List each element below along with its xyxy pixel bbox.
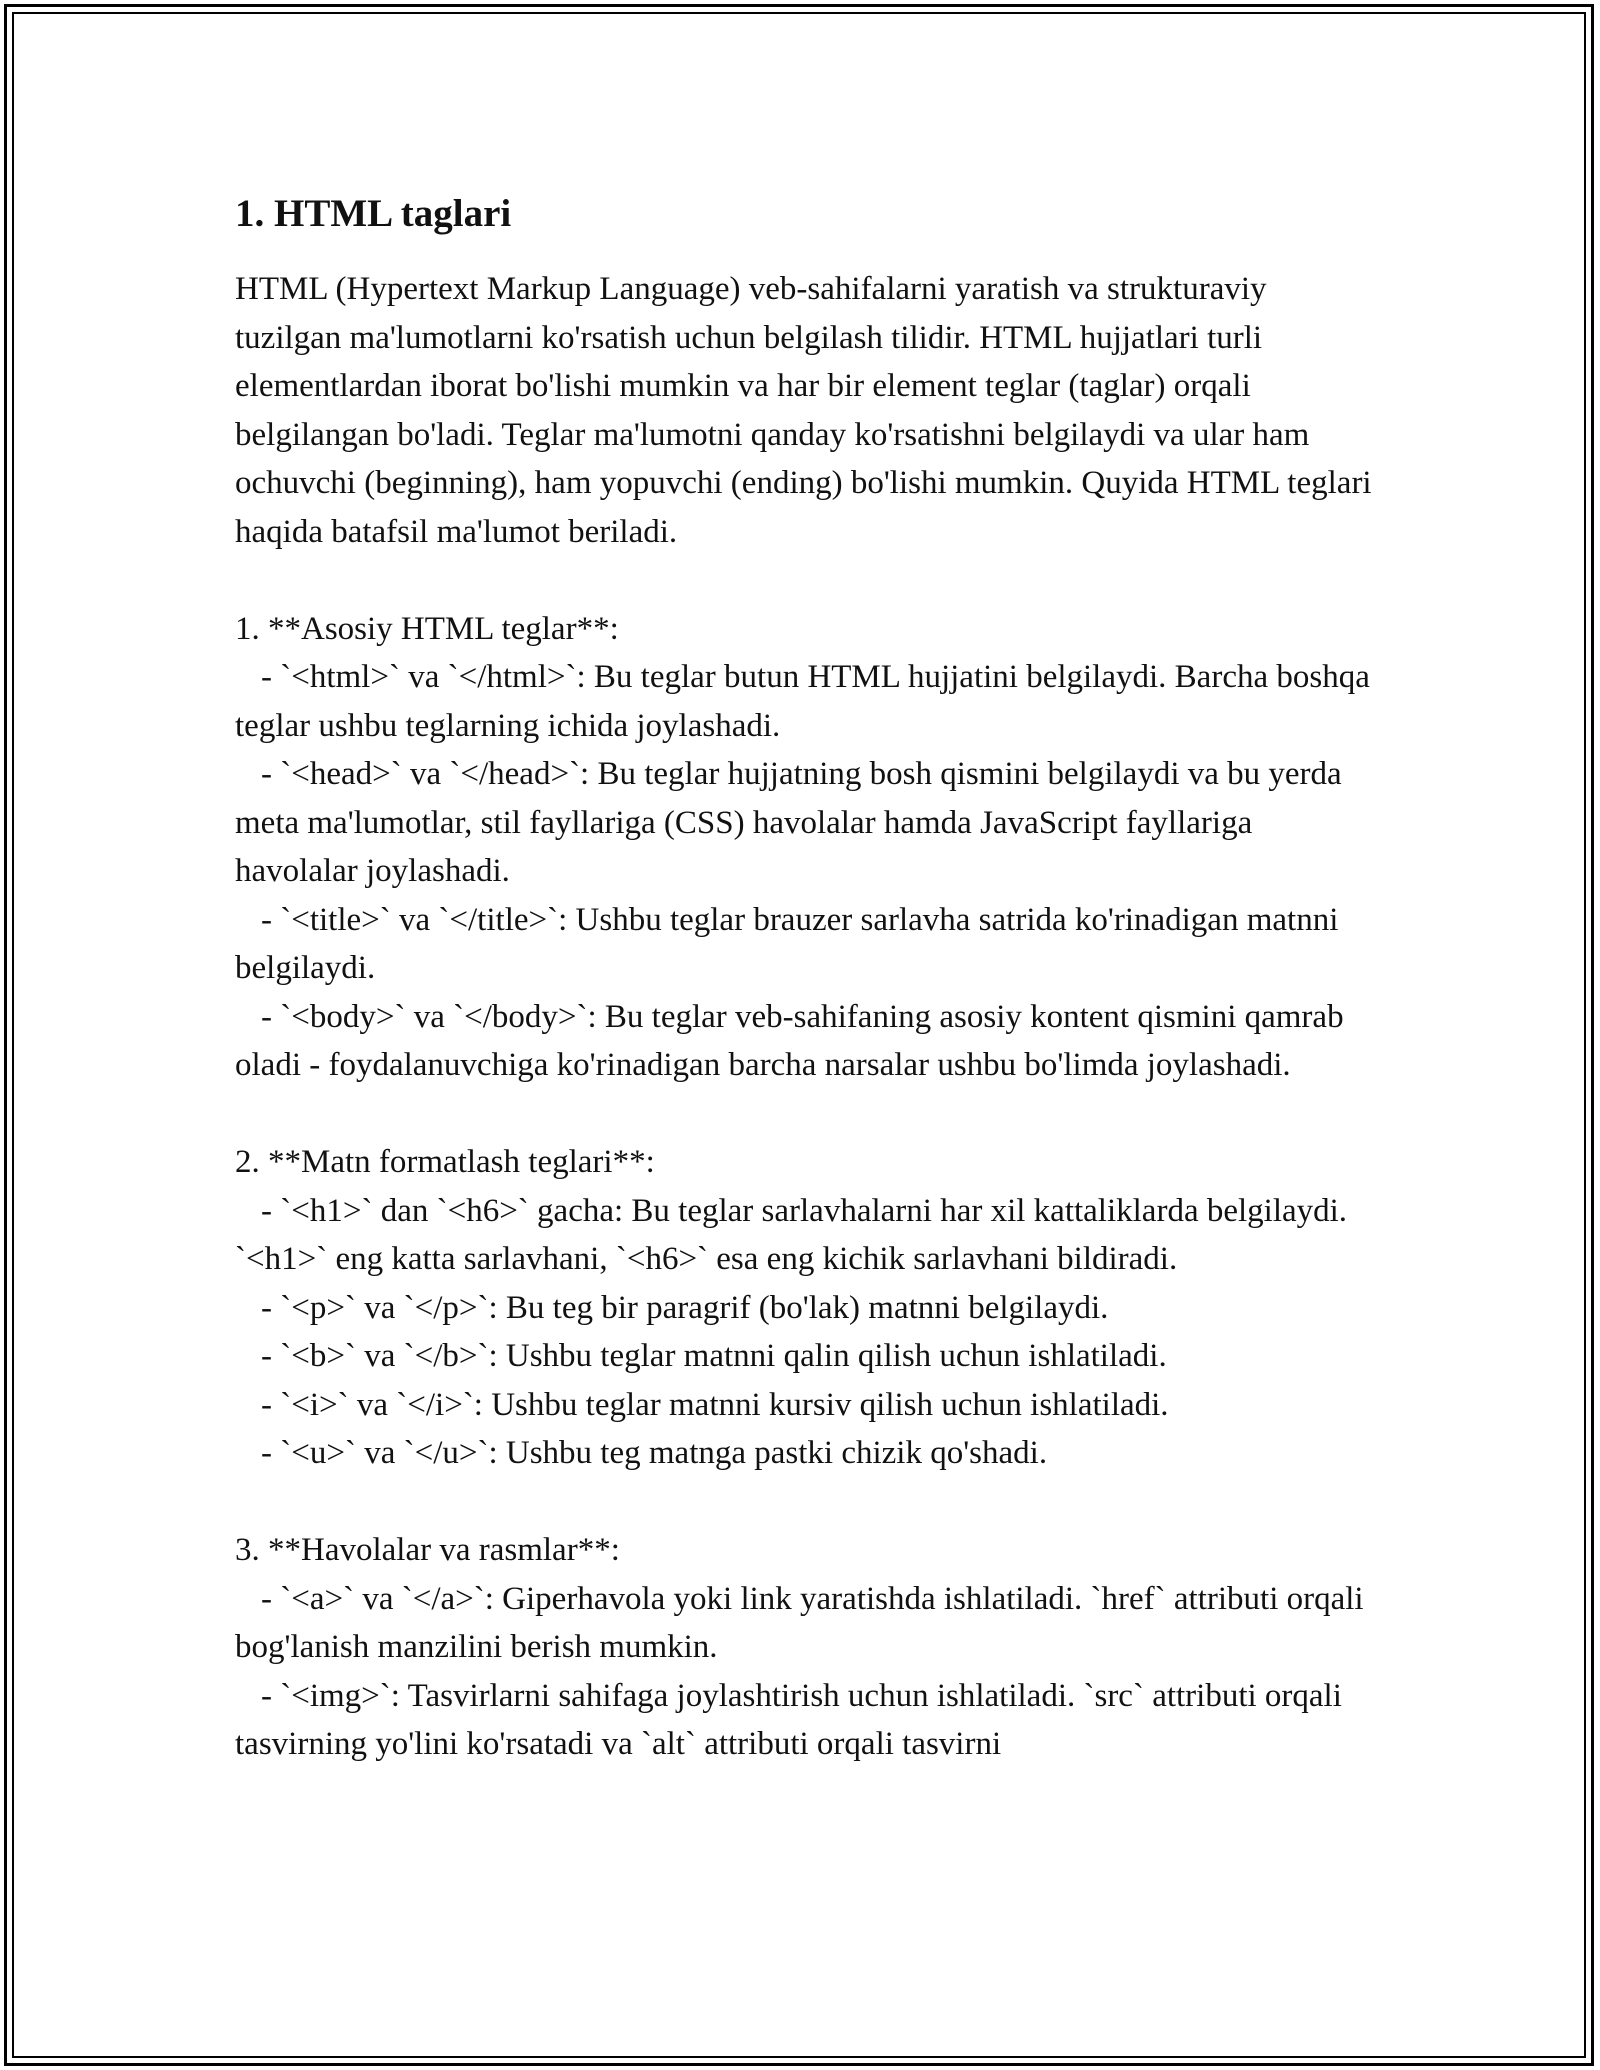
list-item: - `<b>` va `</b>`: Ushbu teglar matnni qalin qilish uchun ishlatiladi. [261, 1338, 1167, 1374]
intro-paragraph: HTML (Hypertext Markup Language) veb-sahifalarni yaratish va strukturaviy tuzilgan ma'lumotlarni ko'rsatish uchun belgilash tilidir. HTML hujjatlari turli elementlardan iborat bo'lishi mumkin va har bir element teglar (taglar) orqali belgilangan bo'ladi. Teglar ma'lumotni qanday ko'rsatishni belgilaydi va ular ham ochuvchi (beginning), ham yopuvchi (ending) bo'lishi mumkin. Quyida HTML teglari haqida batafsil ma'lumot beriladi. [235, 271, 1372, 550]
document-body [235, 185, 1380, 1769]
list-item: - `<body>` va `</body>`: Bu teglar veb-sahifaning asosiy kontent qismini qamrab oladi - foydalanuvchiga ko'rinadigan barcha narsalar ushbu bo'limda joylashadi. [235, 998, 1344, 1083]
list-item: - `<html>` va `</html>`: Bu teglar butun HTML hujjatini belgilaydi. Barcha boshqa teglar ushbu teglarning ichida joylashadi. [235, 659, 1370, 744]
page-title: 1. HTML taglari [235, 192, 512, 235]
section-title: 2. **Matn formatlash teglari**: [235, 1144, 655, 1180]
section-text-formatting [235, 1138, 1380, 1478]
section-basic-tags [235, 605, 1380, 1090]
list-item: - `<h1>` dan `<h6>` gacha: Bu teglar sarlavhalarni har xil kattaliklarda belgilaydi. `<h1>` eng katta sarlavhani, `<h6>` esa eng kichik sarlavhani bildiradi. [235, 1192, 1348, 1277]
list-item: - `<a>` va `</a>`: Giperhavola yoki link yaratishda ishlatiladi. `href` attributi orqali bog'lanish manzilini berish mumkin. [235, 1580, 1364, 1665]
section-links-images [235, 1526, 1380, 1769]
section-title: 3. **Havolalar va rasmlar**: [235, 1532, 620, 1568]
list-item: - `<img>`: Tasvirlarni sahifaga joylashtirish uchun ishlatiladi. `src` attributi orqali tasvirning yo'lini ko'rsatadi va `alt` attributi orqali tasvirni [235, 1677, 1342, 1762]
list-item: - `<p>` va `</p>`: Bu teg bir paragrif (bo'lak) matnni belgilaydi. [261, 1289, 1109, 1326]
list-item: - `<head>` va `</head>`: Bu teglar hujjatning bosh qismini belgilaydi va bu yerda meta ma'lumotlar, stil fayllariga (CSS) havolalar hamda JavaScript fayllariga havolalar joylashadi. [235, 756, 1342, 889]
section-title: 1. **Asosiy HTML teglar**: [235, 610, 619, 647]
list-item: - `<i>` va `</i>`: Ushbu teglar matnni kursiv qilish uchun ishlatiladi. [261, 1386, 1169, 1423]
list-item: - `<title>` va `</title>`: Ushbu teglar brauzer sarlavha satrida ko'rinadigan matnni belgilaydi. [235, 901, 1339, 986]
list-item: - `<u>` va `</u>`: Ushbu teg matnga pastki chizik qo'shadi. [261, 1435, 1048, 1471]
